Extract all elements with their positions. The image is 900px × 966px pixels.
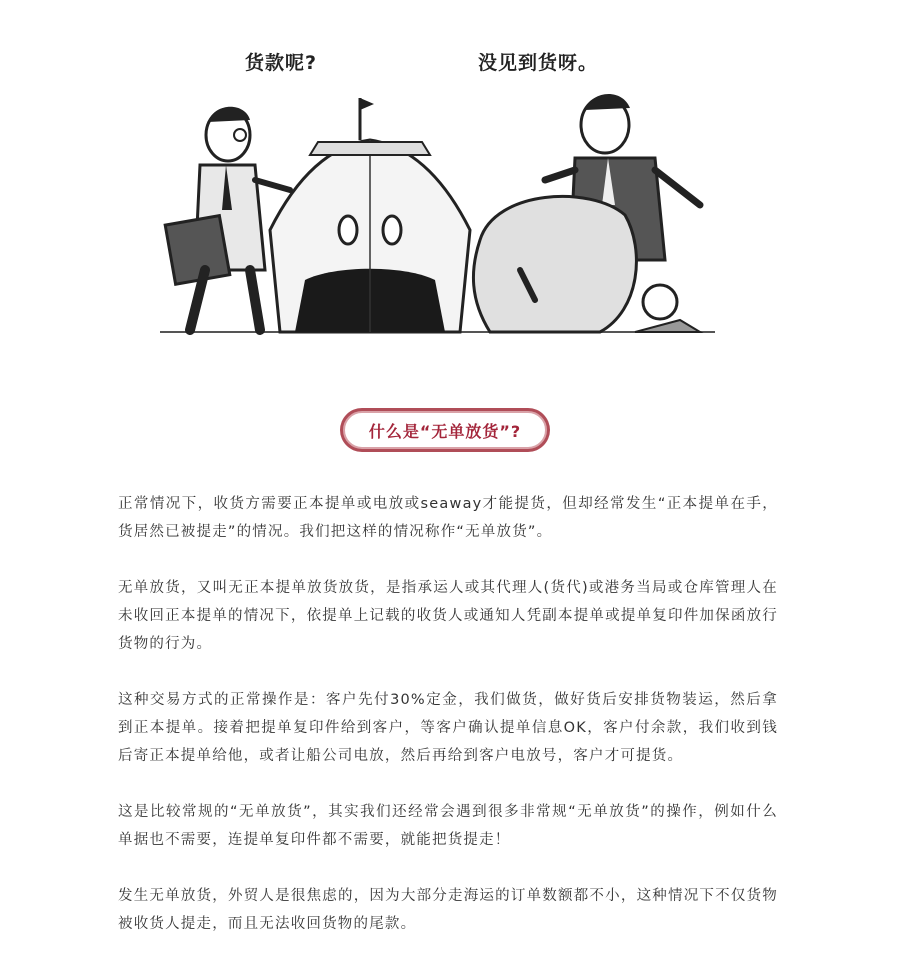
paragraph-3: 这种交易方式的正常操作是：客户先付30%定金，我们做货，做好货后安排货物装运，然后拿到正本提单。接着把提单复印件给到客户，等客户确认提单信息OK，客户付余款，我们收到钱后寄正本提单给他，或者让船公司电放，然后再给到客户电放号，客户才可提货。 <box>118 692 778 764</box>
article-body <box>118 490 778 966</box>
cartoon-illustration <box>160 40 715 335</box>
caption-right: 没见到货呀。 <box>478 52 599 74</box>
paragraph-5: 发生无单放货，外贸人是很焦虑的，因为大部分走海运的订单数额都不小，这种情况下不仅货物被收货人提走，而且无法收回货物的尾款。 <box>118 888 778 932</box>
section-heading-text: 什么是“无单放货”? <box>368 421 522 441</box>
section-heading-inner <box>343 411 547 449</box>
paragraph-4: 这是比较常规的“无单放货”，其实我们还经常会遇到很多非常规“无单放货”的操作，例如什么单据也不需要，连提单复印件都不需要，就能把货提走！ <box>118 804 778 848</box>
section-heading <box>340 408 550 452</box>
paragraph-1: 正常情况下，收货方需要正本提单或电放或seaway才能提货，但却经常发生“正本提单在手，货居然已被提走”的情况。我们把这样的情况称作“无单放货”。 <box>118 496 778 540</box>
paragraph-2: 无单放货，又叫无正本提单放货放货，是指承运人或其代理人(货代)或港务当局或仓库管理人在未收回正本提单的情况下，依提单上记载的收货人或通知人凭副本提单或提单复印件加保函放行货物的行为。 <box>118 580 778 652</box>
caption-left: 货款呢? <box>245 52 318 74</box>
